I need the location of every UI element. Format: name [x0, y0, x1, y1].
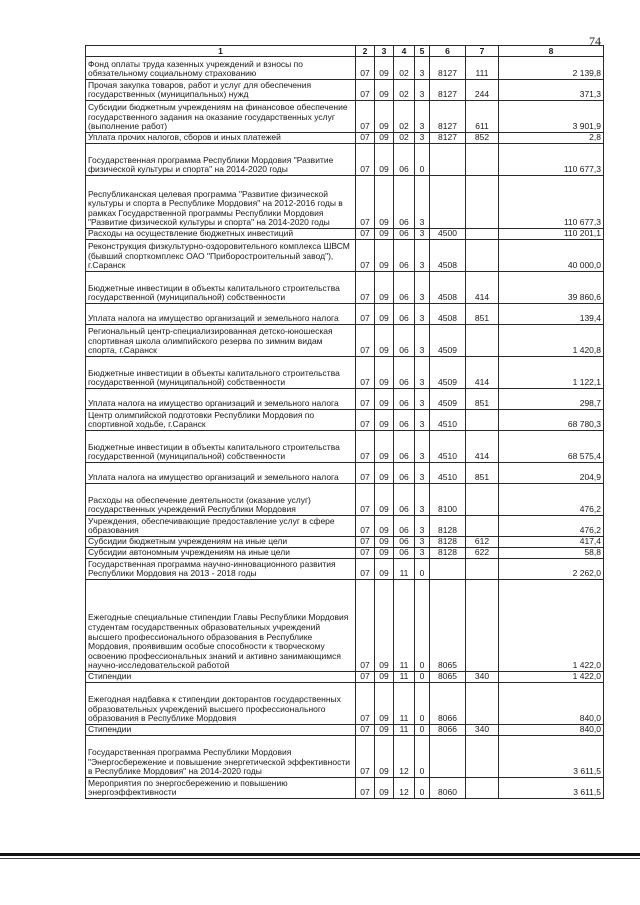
row-name-cell: Мероприятия по энергосбережению и повышению энергоэффективности: [86, 778, 356, 799]
row-code-cell: [466, 559, 499, 580]
row-code-cell: 3: [415, 229, 430, 240]
row-code-cell: 06: [394, 463, 415, 484]
row-name-cell: Субсидии бюджетным учреждениям на финансовое обеспечение государственного задания на оказание государственных услуг (выполнение работ): [86, 101, 356, 133]
row-code-cell: 11: [394, 559, 415, 580]
footer-rule: [0, 853, 640, 856]
row-name-cell: Расходы на осуществление бюджетных инвестиций: [86, 229, 356, 240]
table-row: [86, 580, 604, 672]
row-code-cell: 07: [356, 778, 375, 799]
row-amount-cell: 40 000,0: [499, 240, 604, 272]
header-cell: 1: [86, 46, 356, 57]
row-code-cell: 11: [394, 725, 415, 736]
row-code-cell: 09: [375, 725, 394, 736]
row-code-cell: 340: [466, 725, 499, 736]
table-row: [86, 240, 604, 272]
row-amount-cell: 476,2: [499, 484, 604, 516]
row-code-cell: 07: [356, 431, 375, 463]
row-code-cell: [466, 410, 499, 431]
row-code-cell: 3: [415, 272, 430, 304]
table-row: [86, 725, 604, 736]
row-code-cell: 07: [356, 144, 375, 176]
row-code-cell: 8127: [430, 133, 466, 144]
table-row: [86, 548, 604, 559]
table-row: [86, 431, 604, 463]
row-code-cell: 852: [466, 133, 499, 144]
row-code-cell: 06: [394, 389, 415, 410]
table-row: [86, 410, 604, 431]
row-code-cell: 09: [375, 357, 394, 389]
row-code-cell: 07: [356, 57, 375, 80]
row-code-cell: 06: [394, 144, 415, 176]
row-amount-cell: 2,8: [499, 133, 604, 144]
row-code-cell: 09: [375, 304, 394, 325]
row-code-cell: 07: [356, 229, 375, 240]
row-name-cell: Уплата прочих налогов, сборов и иных платежей: [86, 133, 356, 144]
row-code-cell: 3: [415, 484, 430, 516]
row-code-cell: [466, 736, 499, 778]
row-code-cell: 09: [375, 463, 394, 484]
row-code-cell: 851: [466, 463, 499, 484]
row-code-cell: 09: [375, 272, 394, 304]
row-amount-cell: 476,2: [499, 516, 604, 537]
row-name-cell: Стипендии: [86, 725, 356, 736]
row-code-cell: 3: [415, 431, 430, 463]
row-code-cell: 3: [415, 548, 430, 559]
row-name-cell: Стипендии: [86, 672, 356, 683]
row-code-cell: 3: [415, 357, 430, 389]
row-code-cell: [466, 580, 499, 672]
budget-table: [85, 45, 604, 799]
row-code-cell: 07: [356, 80, 375, 101]
footer-rule-thin: [0, 858, 640, 859]
table-row: [86, 736, 604, 778]
row-code-cell: 8065: [430, 672, 466, 683]
row-code-cell: 09: [375, 144, 394, 176]
row-code-cell: 8127: [430, 101, 466, 133]
row-name-cell: Прочая закупка товаров, работ и услуг для обеспечения государственных (муниципальных) нужд: [86, 80, 356, 101]
row-code-cell: 06: [394, 176, 415, 229]
row-amount-cell: 1 422,0: [499, 580, 604, 672]
row-code-cell: 8065: [430, 580, 466, 672]
row-name-cell: Реконструкция физкультурно-оздоровительного комплекса ШВСМ (бывший спорткомплекс ОАО "Приборостроительный завод"), г.Саранск: [86, 240, 356, 272]
row-code-cell: 09: [375, 57, 394, 80]
row-code-cell: 07: [356, 176, 375, 229]
header-cell: 7: [466, 46, 499, 57]
row-code-cell: [430, 559, 466, 580]
row-code-cell: 111: [466, 57, 499, 80]
row-code-cell: 09: [375, 80, 394, 101]
row-name-cell: Региональный центр-специализированная детско-юношеская спортивная школа олимпийского резерва по зимним видам спорта, г.Саранск: [86, 325, 356, 357]
row-code-cell: 06: [394, 516, 415, 537]
row-code-cell: 8066: [430, 683, 466, 725]
row-code-cell: 0: [415, 672, 430, 683]
row-amount-cell: 1 122,1: [499, 357, 604, 389]
table-row: [86, 357, 604, 389]
row-code-cell: 11: [394, 683, 415, 725]
row-code-cell: 612: [466, 537, 499, 548]
row-code-cell: 06: [394, 357, 415, 389]
row-amount-cell: 417,4: [499, 537, 604, 548]
row-code-cell: 07: [356, 410, 375, 431]
row-amount-cell: 68 780,3: [499, 410, 604, 431]
table-row: [86, 516, 604, 537]
row-code-cell: 09: [375, 133, 394, 144]
row-name-cell: Ежегодная надбавка к стипендии докторантов государственных образовательных учреждений высшего профессионального образования в Республике Мордовия: [86, 683, 356, 725]
row-code-cell: 06: [394, 304, 415, 325]
row-code-cell: 4508: [430, 304, 466, 325]
table-row: [86, 144, 604, 176]
row-code-cell: 3: [415, 57, 430, 80]
row-code-cell: 09: [375, 240, 394, 272]
row-code-cell: 3: [415, 537, 430, 548]
row-code-cell: 07: [356, 272, 375, 304]
row-amount-cell: 3 901,9: [499, 101, 604, 133]
row-code-cell: 8128: [430, 537, 466, 548]
table-row: [86, 304, 604, 325]
row-code-cell: 611: [466, 101, 499, 133]
row-code-cell: 3: [415, 389, 430, 410]
row-code-cell: 4510: [430, 431, 466, 463]
row-amount-cell: 3 611,5: [499, 778, 604, 799]
row-code-cell: 414: [466, 357, 499, 389]
row-amount-cell: 1 420,8: [499, 325, 604, 357]
row-code-cell: 07: [356, 548, 375, 559]
row-code-cell: 07: [356, 101, 375, 133]
table-row: [86, 484, 604, 516]
row-code-cell: 07: [356, 580, 375, 672]
row-code-cell: 07: [356, 325, 375, 357]
row-amount-cell: 110 677,3: [499, 176, 604, 229]
row-name-cell: Бюджетные инвестиции в объекты капитального строительства государственной (муниципальной) собственности: [86, 431, 356, 463]
header-cell: 3: [375, 46, 394, 57]
row-name-cell: Уплата налога на имущество организаций и земельного налога: [86, 389, 356, 410]
row-code-cell: 4509: [430, 389, 466, 410]
row-code-cell: [430, 176, 466, 229]
row-code-cell: 07: [356, 725, 375, 736]
row-name-cell: Республиканская целевая программа "Развитие физической культуры и спорта в Республике Мордовия" на 2012-2016 годы в рамках Государственной программы Республики Мордовия "Развитие физической культуры и спорта" на 2014-2020 годы: [86, 176, 356, 229]
row-code-cell: 3: [415, 101, 430, 133]
row-amount-cell: 139,4: [499, 304, 604, 325]
table-row: [86, 80, 604, 101]
row-code-cell: 09: [375, 516, 394, 537]
row-code-cell: [466, 240, 499, 272]
row-code-cell: 09: [375, 580, 394, 672]
row-code-cell: 09: [375, 410, 394, 431]
header-cell: 2: [356, 46, 375, 57]
row-code-cell: 3: [415, 463, 430, 484]
row-code-cell: 414: [466, 431, 499, 463]
table-row: [86, 683, 604, 725]
table-row: [86, 133, 604, 144]
row-name-cell: Уплата налога на имущество организаций и земельного налога: [86, 463, 356, 484]
row-code-cell: 3: [415, 80, 430, 101]
row-code-cell: 06: [394, 272, 415, 304]
row-code-cell: 11: [394, 580, 415, 672]
row-code-cell: 8127: [430, 80, 466, 101]
row-code-cell: 09: [375, 548, 394, 559]
row-code-cell: 0: [415, 736, 430, 778]
row-code-cell: 8127: [430, 57, 466, 80]
row-code-cell: 4508: [430, 272, 466, 304]
row-code-cell: 09: [375, 176, 394, 229]
row-code-cell: 02: [394, 80, 415, 101]
row-code-cell: 09: [375, 778, 394, 799]
row-code-cell: 3: [415, 176, 430, 229]
table-row: [86, 176, 604, 229]
row-code-cell: 0: [415, 559, 430, 580]
row-amount-cell: 110 677,3: [499, 144, 604, 176]
row-code-cell: 07: [356, 304, 375, 325]
row-code-cell: 3: [415, 410, 430, 431]
table-header-row: [86, 46, 604, 57]
row-code-cell: 07: [356, 683, 375, 725]
row-code-cell: 07: [356, 357, 375, 389]
row-amount-cell: 58,8: [499, 548, 604, 559]
row-code-cell: 09: [375, 389, 394, 410]
row-code-cell: 09: [375, 683, 394, 725]
row-code-cell: [466, 229, 499, 240]
row-amount-cell: 110 201,1: [499, 229, 604, 240]
row-code-cell: 414: [466, 272, 499, 304]
row-code-cell: 0: [415, 683, 430, 725]
row-code-cell: 09: [375, 431, 394, 463]
row-code-cell: 09: [375, 736, 394, 778]
row-code-cell: 07: [356, 463, 375, 484]
row-name-cell: Бюджетные инвестиции в объекты капитального строительства государственной (муниципальной) собственности: [86, 357, 356, 389]
row-code-cell: [466, 144, 499, 176]
row-code-cell: 4509: [430, 325, 466, 357]
row-code-cell: 06: [394, 410, 415, 431]
row-code-cell: 0: [415, 580, 430, 672]
row-code-cell: 3: [415, 325, 430, 357]
row-amount-cell: 1 422,0: [499, 672, 604, 683]
row-code-cell: 340: [466, 672, 499, 683]
table-row: [86, 325, 604, 357]
row-code-cell: 8060: [430, 778, 466, 799]
row-code-cell: 8128: [430, 516, 466, 537]
row-name-cell: Учреждения, обеспечивающие предоставление услуг в сфере образования: [86, 516, 356, 537]
header-cell: 8: [499, 46, 604, 57]
row-code-cell: 4509: [430, 357, 466, 389]
row-name-cell: Ежегодные специальные стипендии Главы Республики Мордовия студентам государственных образовательных учреждений высшего профессионального образования в Республике Мордовия, проявившим особые способности к творческому освоению профессиональных знаний и активно занимающимся научно-исследовательской работой: [86, 580, 356, 672]
row-code-cell: [466, 516, 499, 537]
row-amount-cell: 2 139,8: [499, 57, 604, 80]
row-code-cell: 06: [394, 484, 415, 516]
row-code-cell: 06: [394, 548, 415, 559]
table-row: [86, 57, 604, 80]
row-code-cell: 02: [394, 101, 415, 133]
row-code-cell: 09: [375, 559, 394, 580]
row-code-cell: 4508: [430, 240, 466, 272]
row-code-cell: 07: [356, 672, 375, 683]
header-cell: 6: [430, 46, 466, 57]
row-amount-cell: 68 575,4: [499, 431, 604, 463]
row-code-cell: 06: [394, 240, 415, 272]
row-code-cell: 07: [356, 133, 375, 144]
row-code-cell: 06: [394, 431, 415, 463]
row-code-cell: 09: [375, 537, 394, 548]
row-code-cell: 622: [466, 548, 499, 559]
row-name-cell: Государственная программа Республики Мордовия "Энергосбережение и повышение энергетической эффективности в Республике Мордовия" на 2014-2020 годы: [86, 736, 356, 778]
row-code-cell: 0: [415, 778, 430, 799]
row-code-cell: 07: [356, 537, 375, 548]
table-row: [86, 272, 604, 304]
row-amount-cell: 204,9: [499, 463, 604, 484]
row-code-cell: 8100: [430, 484, 466, 516]
row-code-cell: 06: [394, 325, 415, 357]
row-code-cell: 06: [394, 537, 415, 548]
row-code-cell: 3: [415, 516, 430, 537]
row-amount-cell: 371,3: [499, 80, 604, 101]
table-row: [86, 389, 604, 410]
row-code-cell: 11: [394, 672, 415, 683]
table-row: [86, 101, 604, 133]
row-code-cell: 8128: [430, 548, 466, 559]
row-code-cell: 07: [356, 389, 375, 410]
row-name-cell: Расходы на обеспечение деятельности (оказание услуг) государственных учреждений Республики Мордовия: [86, 484, 356, 516]
row-amount-cell: 840,0: [499, 683, 604, 725]
row-name-cell: Центр олимпийской подготовки Республики Мордовия по спортивной ходьбе, г.Саранск: [86, 410, 356, 431]
row-code-cell: 07: [356, 240, 375, 272]
row-name-cell: Субсидии бюджетным учреждениям на иные цели: [86, 537, 356, 548]
row-amount-cell: 3 611,5: [499, 736, 604, 778]
row-name-cell: Субсидии автономным учреждениям на иные цели: [86, 548, 356, 559]
row-code-cell: [466, 325, 499, 357]
row-code-cell: [466, 778, 499, 799]
row-code-cell: 3: [415, 304, 430, 325]
row-code-cell: 0: [415, 144, 430, 176]
row-code-cell: 09: [375, 672, 394, 683]
page-number: 74: [589, 34, 601, 48]
row-name-cell: Фонд оплаты труда казенных учреждений и взносы по обязательному социальному страхованию: [86, 57, 356, 80]
table-row: [86, 229, 604, 240]
table-row: [86, 537, 604, 548]
row-code-cell: [466, 683, 499, 725]
row-code-cell: 3: [415, 133, 430, 144]
row-code-cell: 07: [356, 484, 375, 516]
row-code-cell: 851: [466, 304, 499, 325]
row-amount-cell: 298,7: [499, 389, 604, 410]
row-code-cell: 06: [394, 229, 415, 240]
row-code-cell: 09: [375, 484, 394, 516]
row-code-cell: 851: [466, 389, 499, 410]
row-code-cell: [466, 484, 499, 516]
row-code-cell: 07: [356, 736, 375, 778]
row-amount-cell: 840,0: [499, 725, 604, 736]
table-row: [86, 778, 604, 799]
row-code-cell: 4510: [430, 410, 466, 431]
header-cell: 4: [394, 46, 415, 57]
row-name-cell: Государственная программа научно-инновационного развития Республики Мордовия на 2013 - 2018 годы: [86, 559, 356, 580]
table-row: [86, 559, 604, 580]
row-code-cell: 4510: [430, 463, 466, 484]
row-name-cell: Государственная программа Республики Мордовия "Развитие физической культуры и спорта" на 2014-2020 годы: [86, 144, 356, 176]
row-code-cell: [430, 144, 466, 176]
row-amount-cell: 39 860,6: [499, 272, 604, 304]
row-code-cell: 244: [466, 80, 499, 101]
row-code-cell: 12: [394, 736, 415, 778]
row-code-cell: 02: [394, 133, 415, 144]
header-cell: 5: [415, 46, 430, 57]
row-code-cell: 02: [394, 57, 415, 80]
row-name-cell: Уплата налога на имущество организаций и земельного налога: [86, 304, 356, 325]
row-code-cell: 4500: [430, 229, 466, 240]
row-code-cell: 07: [356, 516, 375, 537]
row-code-cell: 09: [375, 101, 394, 133]
row-amount-cell: 2 262,0: [499, 559, 604, 580]
row-code-cell: 12: [394, 778, 415, 799]
row-code-cell: 07: [356, 559, 375, 580]
row-code-cell: [466, 176, 499, 229]
row-code-cell: 09: [375, 229, 394, 240]
row-code-cell: 3: [415, 240, 430, 272]
row-name-cell: Бюджетные инвестиции в объекты капитального строительства государственной (муниципальной) собственности: [86, 272, 356, 304]
table-row: [86, 463, 604, 484]
row-code-cell: 09: [375, 325, 394, 357]
row-code-cell: 0: [415, 725, 430, 736]
row-code-cell: 8066: [430, 725, 466, 736]
table-row: [86, 672, 604, 683]
row-code-cell: [430, 736, 466, 778]
